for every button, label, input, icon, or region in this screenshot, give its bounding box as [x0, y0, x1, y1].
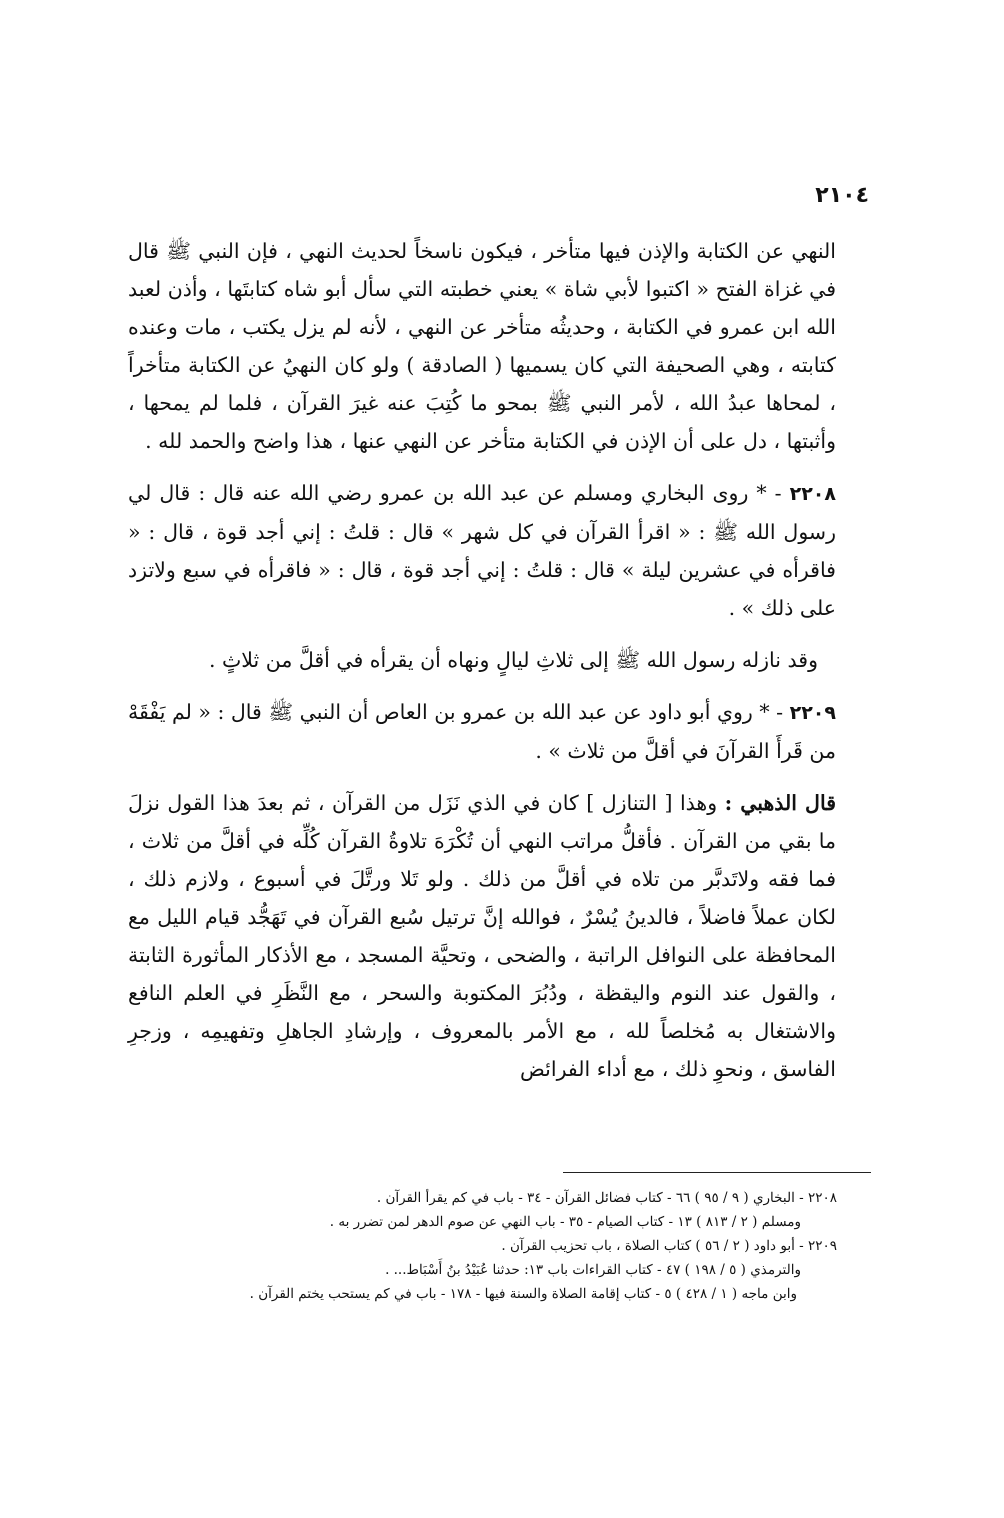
- dhahabi-comment: [128, 784, 836, 1088]
- hadith-text: - * روى البخاري ومسلم عن عبد الله بن عمرو رضي الله عنه قال : قال لي رسول الله ﷺ : « اقرأ القرآن في كل شهر » قال : قلتُ : إني أجد قوة ، قال : « فاقرأه في عشرين ليلة » قال : قلتُ : إني أجد قوة ، قال : « فاقرأه في سبع ولاتزد على ذلك » .: [128, 481, 836, 620]
- footnote-2209-tirmidhi: والترمذي ( ٥ / ١٩٨ ) ٤٧ - كتاب القراءات باب ١٣: حدثنا عُبَيْدُ بنُ أَسْبَاط... .: [385, 1262, 801, 1278]
- footnote-divider: [563, 1172, 871, 1173]
- hadith-number: ٢٢٠٩: [789, 702, 836, 724]
- body-text: [128, 232, 836, 1088]
- footnote-2209-abudawud: ٢٢٠٩ - أبو داود ( ٢ / ٥٦ ) كتاب الصلاة ، باب تحزيب القرآن .: [501, 1238, 837, 1254]
- hadith-2208: [128, 474, 836, 627]
- paragraph-kitaba: النهي عن الكتابة والإذن فيها متأخر ، فيكون ناسخاً لحديث النهي ، فإن النبي ﷺ قال في غزاة الفتح « اكتبوا لأبي شاة » يعني خطبته التي سأل أبو شاه كتابتَها ، وأذن لعبد الله ابن عمرو في الكتابة ، وحديثُه متأخر عن النهي ، لأنه لم يزل يكتب ، مات وعنده كتابته ، وهي الصحيفة التي كان يسميها ( الصادقة ) ولو كان النهيُ عن الكتابة متأخراً ، لمحاها عبدُ الله ، لأمر النبي ﷺ بمحو ما كُتِبَ عنه غيرَ القرآن ، فلما لم يمحها ، وأثبتها ، دل على أن الإذن في الكتابة متأخر عن النهي عنها ، هذا واضح والحمد لله .: [128, 239, 836, 453]
- dhahabi-text: وهذا [ التنازل ] كان في الذي نَزَل من القرآن ، ثم بعدَ هذا القول نزلَ ما بقي من القرآن . فأقلُّ مراتب النهي أن تُكْرَهَ تلاوةُ القرآن كُلِّه في أقلَّ من ثلاث ، فما فقه ولاتَدبَّر من تلاه في أقلَّ من ذلك . ولو تَلا ورتَّلَ في أسبوع ، ولازم ذلك ، لكان عملاً فاضلاً ، فالدينُ يُسْرٌ ، فوالله إنَّ ترتيل سُبع القرآن في تَهَجُّد قيام الليل مع المحافظة على النوافل الراتبة ، والضحى ، وتحيَّة المسجد ، مع الأذكار المأثورة الثابتة ، والقول عند النوم واليقظة ، ودُبُرَ المكتوبة والسحر ، مع النَّظَرِ في العلم النافع والاشتغال به مُخلصاً لله ، مع الأمر بالمعروف ، وإرشادِ الجاهلِ وتفهيمِه ، وزجرِ الفاسق ، ونحوِ ذلك ، مع أداء الفرائض: [128, 791, 836, 1081]
- hadith-2209: [128, 693, 836, 770]
- hadith-text: - * روي أبو داود عن عبد الله بن عمرو بن العاص أن النبي ﷺ قال : « لم يَفْقَهْ من قَرأَ القرآنَ في أقلَّ من ثلاث » .: [128, 700, 836, 763]
- footnotes: [190, 1186, 837, 1306]
- footnote-2209-ibnmajah: وابن ماجه ( ١ / ٤٢٨ ) ٥ - كتاب إقامة الصلاة والسنة فيها - ١٧٨ - باب في كم يستحب يختم القرآن .: [249, 1286, 797, 1302]
- page-number: ٢١٠٤: [815, 183, 869, 208]
- paragraph-nazalahu: وقد نازله رسول الله ﷺ إلى ثلاثِ ليالٍ ونهاه أن يقرأه في أقلَّ من ثلاثٍ .: [208, 648, 818, 672]
- hadith-number: ٢٢٠٨: [789, 483, 836, 505]
- footnote-2208-bukhari: ٢٢٠٨ - البخاري ( ٩ / ٩٥ ) ٦٦ - كتاب فضائل القرآن - ٣٤ - باب في كم يقرأ القرآن .: [376, 1190, 837, 1206]
- dhahabi-label: قال الذهبي :: [724, 791, 836, 815]
- footnote-2208-muslim: ومسلم ( ٢ / ٨١٣ ) ١٣ - كتاب الصيام - ٣٥ - باب النهي عن صوم الدهر لمن تضرر به .: [329, 1214, 801, 1230]
